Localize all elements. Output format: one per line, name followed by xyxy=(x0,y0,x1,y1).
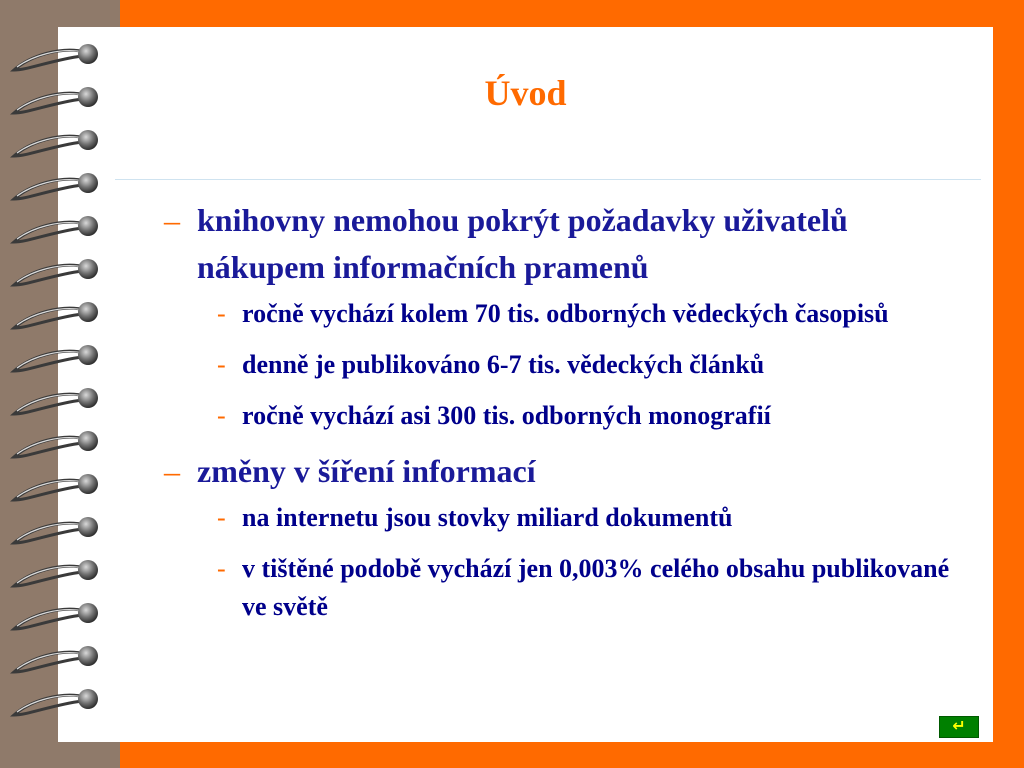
spiral-wire-highlight xyxy=(17,438,84,454)
spiral-wire-highlight xyxy=(17,524,84,540)
bullet-text: knihovny nemohou pokrýt požadavky uživatelů nákupem informačních pramenů xyxy=(197,202,848,285)
spiral-wire-highlight xyxy=(17,309,84,325)
spiral-wire-highlight xyxy=(17,653,84,669)
binding-hole xyxy=(78,302,98,322)
subbullet-item-print xyxy=(217,550,970,626)
spiral-wire-highlight xyxy=(17,223,84,239)
subbullet-dash: - xyxy=(217,554,226,583)
binding-hole xyxy=(78,517,98,537)
subbullet-text: ročně vychází kolem 70 tis. odborných vědeckých časopisů xyxy=(242,299,889,328)
subbullet-dash: - xyxy=(217,401,226,430)
binding-hole xyxy=(78,603,98,623)
spiral-wire-highlight xyxy=(17,696,84,712)
binding-hole xyxy=(78,259,98,279)
binding-hole xyxy=(78,44,98,64)
subbullet-text: v tištěné podobě vychází jen 0,003% celého obsahu publikované ve světě xyxy=(242,554,950,621)
subbullet-item-journals xyxy=(217,295,970,333)
binding-hole xyxy=(78,345,98,365)
subbullet-dash: - xyxy=(217,350,226,379)
title-divider xyxy=(115,179,981,180)
subbullet-dash: - xyxy=(217,503,226,532)
bullet-item-distribution xyxy=(160,448,970,495)
spiral-binding xyxy=(0,0,120,768)
spiral-wire-highlight xyxy=(17,567,84,583)
return-button[interactable] xyxy=(939,716,979,738)
spiral-wire-highlight xyxy=(17,180,84,196)
binding-hole xyxy=(78,689,98,709)
subbullet-text: ročně vychází asi 300 tis. odborných monografií xyxy=(242,401,771,430)
binding-hole xyxy=(78,388,98,408)
spiral-wire-highlight xyxy=(17,51,84,67)
binding-hole xyxy=(78,216,98,236)
binding-hole xyxy=(78,474,98,494)
subbullet-dash: - xyxy=(217,299,226,328)
bullet-dash: – xyxy=(164,202,180,238)
subbullet-item-internet xyxy=(217,499,970,537)
spiral-wire-highlight xyxy=(17,352,84,368)
binding-hole xyxy=(78,560,98,580)
subbullet-item-monographs xyxy=(217,397,970,435)
return-arrow-icon: ↵ xyxy=(952,718,966,735)
subbullet-item-articles xyxy=(217,346,970,384)
binding-hole xyxy=(78,431,98,451)
spiral-wire-highlight xyxy=(17,481,84,497)
bullet-item-libraries xyxy=(160,197,970,291)
subbullet-text: denně je publikováno 6-7 tis. vědeckých článků xyxy=(242,350,765,379)
spiral-wire-highlight xyxy=(17,266,84,282)
bullet-dash: – xyxy=(164,453,180,489)
binding-hole xyxy=(78,130,98,150)
spiral-wire-highlight xyxy=(17,610,84,626)
subbullet-text: na internetu jsou stovky miliard dokumentů xyxy=(242,503,733,532)
spiral-wire-highlight xyxy=(17,137,84,153)
binding-hole xyxy=(78,646,98,666)
slide-title: Úvod xyxy=(484,73,567,113)
spiral-wire-highlight xyxy=(17,395,84,411)
bullet-text: změny v šíření informací xyxy=(197,453,536,489)
bullet-list xyxy=(160,197,970,639)
binding-hole xyxy=(78,173,98,193)
